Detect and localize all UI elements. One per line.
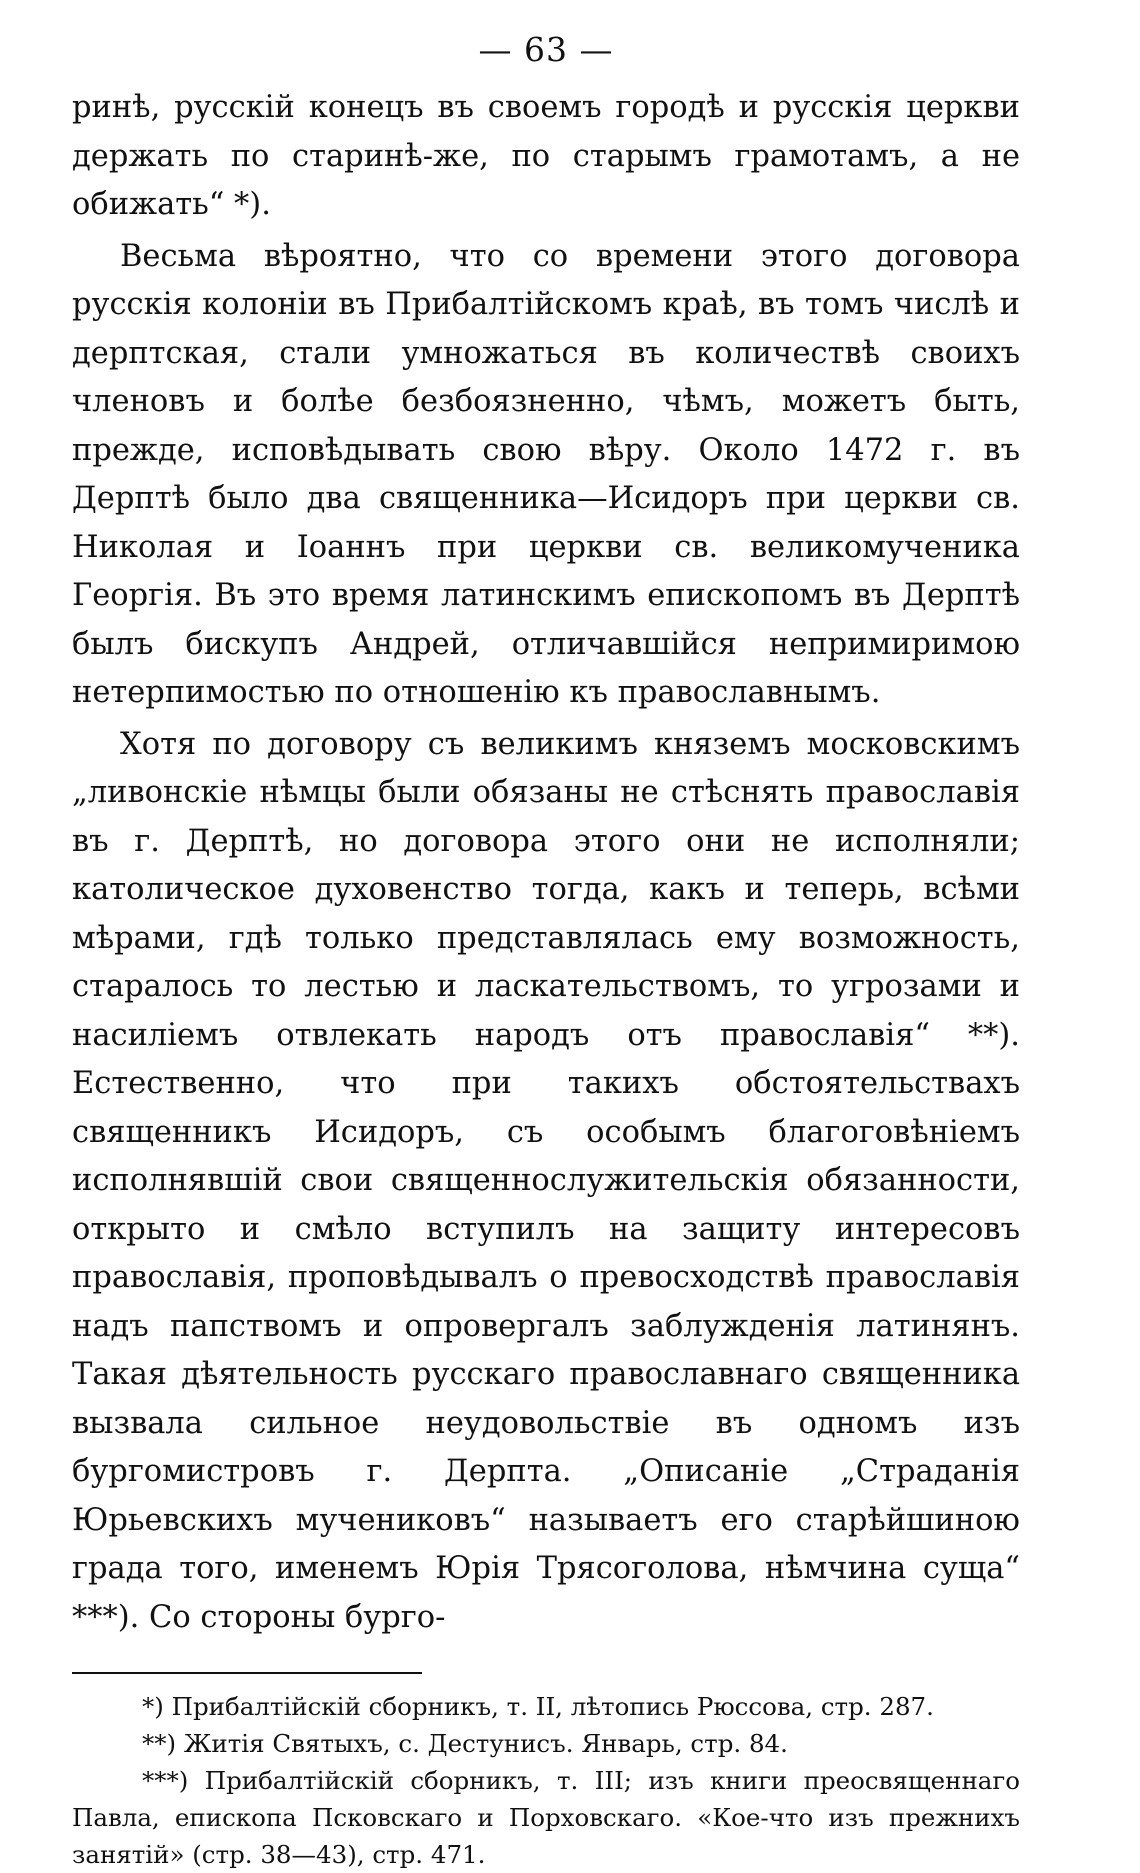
footnote-2: **) Житія Святыхъ, с. Дестунисъ. Январь, стр. 84. (142, 1729, 788, 1758)
paragraph-treaty: Хотя по договору съ великимъ княземъ московскимъ „ливонскіе нѣмцы были обязаны не стѣснять православія въ г. Дерптѣ, но договора этого они не исполняли; католическое духовенство тогда, какъ и теперь, всѣми мѣрами, гдѣ только представлялась ему возможность, старалось то лестью и ласкательствомъ, то угрозами и насиліемъ отвлекать народъ отъ православія“ **). Естественно, что при такихъ обстоятельствахъ священникъ Исидоръ, съ особымъ благоговѣніемъ исполнявшій свои священнослужительскія обязанности, открыто и смѣло вступилъ на защиту интересовъ православія, проповѣдывалъ о превосходствѣ православія надъ папствомъ и опровергалъ заблужденія латинянъ. Такая дѣятельность русскаго православнаго священника вызвала сильное неудовольствіе въ одномъ изъ бургомистровъ г. Дерпта. „Описаніе „Страданія Юрьевскихъ мучениковъ“ называетъ его старѣйшиною града того, именемъ Юрія Трясоголова, нѣмчина суща“ ***). Со стороны бурго- (72, 726, 1020, 1635)
page-number: — 63 — (478, 30, 614, 69)
book-page (72, 28, 1020, 1873)
footnote-3: ***) Прибалтійскій сборникъ, т. III; изъ книги преосвященнаго Павла, епископа Псковскаго и Порховскаго. «Кое-что изъ прежнихъ занятій» (стр. 38—43), стр. 471. (72, 1766, 1020, 1869)
footnote-1: *) Прибалтійскій сборникъ, т. II, лѣтопись Рюссова, стр. 287. (142, 1692, 934, 1721)
paragraph-russian-colonies: Весьма вѣроятно, что со времени этого договора русскія колоніи въ Прибалтійскомъ краѣ, въ томъ числѣ и дерптская, стали умножаться въ количествѣ своихъ членовъ и болѣе безбоязненно, чѣмъ, можетъ быть, прежде, исповѣдывать свою вѣру. Около 1472 г. въ Дерптѣ было два священника—Исидоръ при церкви св. Николая и Іоаннъ при церкви св. великомученика Георгія. Въ это время латинскимъ епископомъ въ Дерптѣ былъ бискупъ Андрей, отличавшійся непримиримою нетерпимостью по отношенію къ православнымъ. (72, 238, 1020, 710)
paragraph-continued: ринѣ, русскій конецъ въ своемъ городѣ и русскія церкви держать по старинѣ-же, по старымъ грамотамъ, а не обижать“ *). (72, 90, 1020, 222)
footnote-divider (72, 1672, 422, 1674)
